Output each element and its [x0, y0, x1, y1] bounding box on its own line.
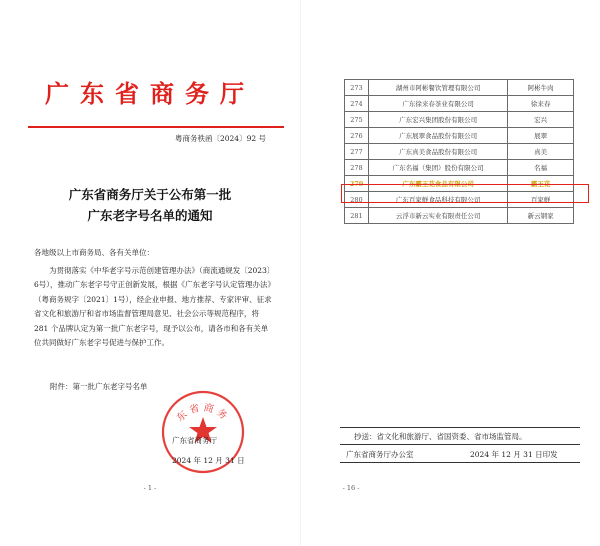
page-number-left: - 1 -	[143, 484, 157, 492]
notice-title-line2: 广东老字号名单的通知	[87, 208, 213, 223]
company-name: 广东宏兴集团股份有限公司	[368, 112, 507, 128]
brand-name: 徐来春	[508, 96, 574, 112]
page-number-right: - 16 -	[342, 484, 360, 492]
table-row	[345, 208, 574, 224]
company-name: 广东百家鲜食品科技有限公司	[368, 192, 507, 208]
table-row	[345, 96, 574, 112]
row-number: 274	[345, 96, 369, 112]
svg-text:东省商务: 东省商务	[174, 402, 232, 425]
notice-title-line1: 广东省商务厅关于公布第一批	[68, 187, 232, 202]
row-number: 280	[345, 192, 369, 208]
row-number: 277	[345, 144, 369, 160]
company-name: 广东展翠食品股份有限公司	[368, 128, 507, 144]
row-number: 273	[345, 80, 369, 96]
cc-rule-top	[340, 427, 580, 428]
cc-line: 抄送：省文化和旅游厅、省国资委、省市场监管局。	[354, 432, 527, 441]
brand-name: 名福	[508, 160, 574, 176]
company-name: 云浮市新云实业有限责任公司	[368, 208, 507, 224]
brand-name: 展翠	[508, 128, 574, 144]
table-row	[345, 112, 574, 128]
company-name: 湖州市阿彬餐饮管理有限公司	[368, 80, 507, 96]
doc-number: 粤商务秩函〔2024〕92 号	[174, 134, 266, 143]
notice-title	[0, 184, 300, 226]
company-name: 广东徐来春茶业有限公司	[368, 96, 507, 112]
row-number: 281	[345, 208, 369, 224]
signature-date: 2024 年 12 月 31 日	[172, 456, 245, 465]
salutation: 各地级以上市商务局、各有关单位：	[34, 248, 154, 257]
table-row	[345, 80, 574, 96]
table-row	[345, 128, 574, 144]
attachment-line: 附件：第一批广东老字号名单	[50, 382, 148, 391]
row-number: 278	[345, 160, 369, 176]
table-row	[345, 160, 574, 176]
brand-name: 百家鲜	[508, 192, 574, 208]
brand-name: 真美	[508, 144, 574, 160]
brand-name: 霸王花	[508, 176, 574, 192]
brand-name: 阿彬牛肉	[508, 80, 574, 96]
cc-rule-middle	[340, 444, 580, 445]
print-date: 2024 年 12 月 31 日印发	[470, 450, 558, 459]
notice-paragraph: 为贯彻落实《中华老字号示范创建管理办法》（商流通规发〔2023〕6号），推动广东老字号守正创新发展，根据《广东老字号认定管理办法》（粤商务规字〔2021〕1号），经企业申报、地方推荐、专家评审、征求省文化和旅游厅和省市场监督管理局意见、社会公示等规范程序，将 281 个品牌认定为第一批广东老字号，现予以公布，请各市和各有关单位共同做好广东老字号促进与保护工作。	[34, 266, 272, 348]
row-number: 276	[345, 128, 369, 144]
right-page	[301, 0, 600, 546]
issuing-office: 广东省商务厅办公室	[346, 450, 414, 459]
brand-name: 宏兴	[508, 112, 574, 128]
signature-organization: 广东省商务厅	[172, 436, 217, 445]
company-name: 广东名福（集团）股份有限公司	[368, 160, 507, 176]
company-name: 广东真美食品股份有限公司	[368, 144, 507, 160]
brand-name: 新云钢家	[508, 208, 574, 224]
highlight-box	[341, 184, 589, 203]
row-number: 275	[345, 112, 369, 128]
table-row	[345, 144, 574, 160]
cc-rule-bottom	[340, 462, 580, 463]
red-header-rule	[28, 126, 284, 128]
ministry-title: 广东省商务厅	[45, 80, 255, 108]
company-name: 广东霸王花食品有限公司	[368, 176, 507, 192]
row-number: 279	[345, 176, 369, 192]
